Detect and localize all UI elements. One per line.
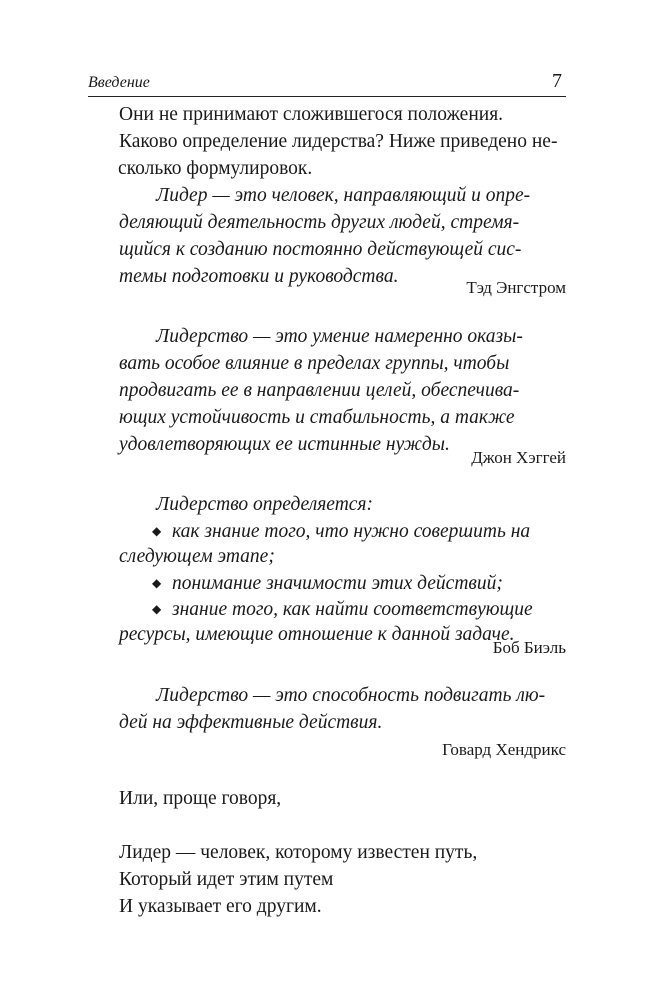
closing-lead: Или, проще говоря, (119, 788, 282, 809)
quote-line: дей на эффективные действия. (119, 712, 383, 733)
quote-line: Лидерство определяется: (156, 494, 373, 515)
quote-line: Лидерство — это способность подвигать лю- (156, 685, 546, 706)
section-title: Введение (88, 74, 150, 91)
bullet-icon: ◆ (152, 602, 162, 616)
quote-author: Джон Хэггей (471, 448, 566, 467)
bullet-icon: ◆ (152, 524, 162, 538)
quote-author: Тэд Энгстром (466, 278, 566, 297)
bullet-item (152, 519, 530, 544)
bullet-continuation: следующем этапе; (119, 546, 275, 567)
quote-line: ющих устойчивость и стабильность, а также (119, 407, 515, 428)
quote-line: продвигать ее в направлении целей, обеспечива- (119, 380, 520, 401)
running-head (88, 70, 566, 96)
text-block (119, 103, 566, 933)
quote-line: Лидерство — это умение намеренно оказы- (156, 326, 523, 347)
bullet-continuation: ресурсы, имеющие отношение к данной задаче. (119, 624, 515, 645)
intro-line: Каково определение лидерства? Ниже приведено не- (119, 131, 558, 152)
quote-line: удовлетворяющих ее истинные нужды. (119, 434, 450, 455)
header-rule (88, 96, 566, 97)
quote-author: Говард Хендрикс (442, 740, 566, 759)
bullet-icon: ◆ (152, 576, 162, 590)
bullet-text: понимание значимости этих действий; (172, 573, 503, 594)
quote-author: Боб Биэль (492, 638, 566, 657)
verse-line: Лидер — человек, которому известен путь, (119, 842, 478, 863)
quote-line: вать особое влияние в пределах группы, чтобы (119, 353, 510, 374)
quote-line: щийся к созданию постоянно действующей сис- (119, 239, 522, 260)
bullet-item (152, 597, 533, 622)
intro-line: Они не принимают сложившегося положения. (119, 104, 504, 125)
bullet-text: знание того, как найти соответствующие (172, 599, 533, 620)
quote-line: темы подготовки и руководства. (119, 266, 399, 287)
quote-line: деляющий деятельность других людей, стремя- (119, 212, 520, 233)
page-number: 7 (552, 70, 562, 92)
quote-line: Лидер — это человек, направляющий и опре- (156, 185, 531, 206)
verse-line: И указывает его другим. (119, 896, 322, 917)
bullet-text: как знание того, что нужно совершить на (172, 521, 531, 542)
bullet-item (152, 571, 503, 596)
intro-line: сколько формулировок. (118, 158, 313, 179)
verse-line: Который идет этим путем (119, 869, 334, 890)
